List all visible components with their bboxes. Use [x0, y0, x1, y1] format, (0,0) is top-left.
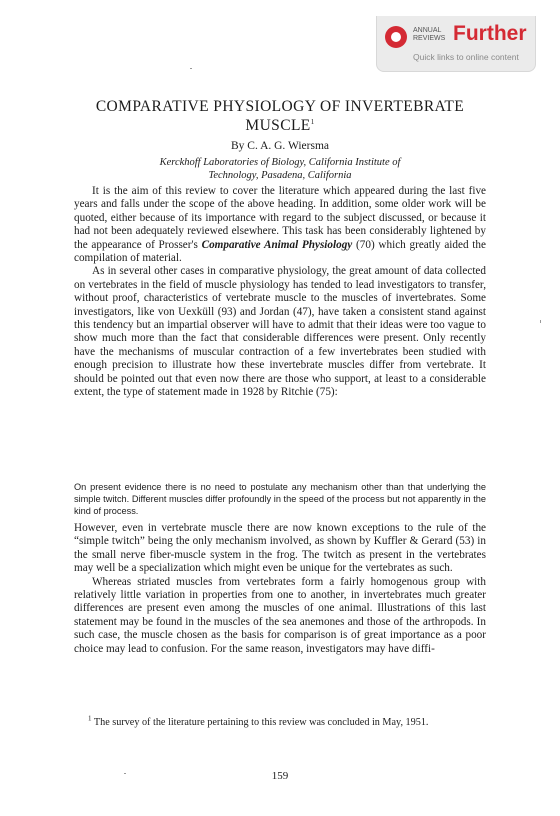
banner-quick-links[interactable]: Quick links to online content: [413, 52, 519, 62]
annual-reviews-logo-icon: [385, 26, 407, 48]
title-footnote-marker: 1: [310, 117, 315, 126]
footnote-text: The survey of the literature pertaining to this review was concluded in May, 1951.: [93, 717, 429, 728]
paragraph-2: As in several other cases in comparative physiology, the great amount of data collected on vertebrates in the field of muscle physiology has tended to lead investigators to transfer, without proof, characteristics of vertebrate muscle to the muscles of invertebrates. Some investigators, like von Uexküll (93) and Jordan (47), have taken a consistent stand against this tendency but an impartial observer will have to admit that their ideas were too vague to show much more than the fact that considerable differences were present. Only recently have the mechanisms of muscular contraction of a few invertebrates been studied with enough precision to illustrate how these invertebrate muscles differ from vertebrate. It should be pointed out that even now there are those who support, at least to a considerable extent, the type of statement made in 1928 by Ritchie (75):: [74, 265, 486, 399]
article-title-text: COMPARATIVE PHYSIOLOGY OF INVERTEBRATE MUSCLE: [95, 98, 465, 134]
footnote: [74, 714, 486, 730]
banner-further-word: Further: [453, 22, 527, 45]
scan-speck: [124, 773, 126, 774]
paragraph-3: However, even in vertebrate muscle there are now known exceptions to the rule of the “simple twitch” being the only mechanism involved, as shown by Kuffler & Gerard (53) in the small nerve fiber-muscle system in the frog. The twitch as present in the vertebrates may well be a specialization which might even be unique for the vertebrates as such.: [74, 522, 486, 575]
scan-speck: [190, 68, 192, 69]
affiliation-line-1: Kerckhoff Laboratories of Biology, California Institute of: [159, 157, 401, 168]
block-quote: On present evidence there is no need to postulate any mechanism other than that underlying the simple twitch. Different muscles differ profoundly in the speed of the process but not apparently in the kind of process.: [74, 482, 486, 517]
author-affiliation: [60, 156, 500, 182]
annual-reviews-further-banner[interactable]: [376, 16, 536, 72]
intro-body: [74, 185, 486, 400]
author-byline: By C. A. G. Wiersma: [230, 140, 330, 152]
paragraph-1-end: (70) which greatly aided the compilation of material.: [74, 238, 486, 265]
book-title: Comparative Animal Physiology: [201, 238, 353, 251]
page-number: 159: [271, 770, 289, 782]
affiliation-line-2: Technology, Pasadena, California: [208, 170, 352, 181]
paragraph-4: Whereas striated muscles from vertebrates form a fairly homogenous group with relatively little variation in properties from one to another, in invertebrates much greater differences are present even among the muscles of one animal. Illustrations of this last statement may be found in the muscles of the sea anemones and those of the arthropods. In such case, the muscle chosen as the basis for comparison is of great importance as a poor choice may lead to confusion. For the same reason, investigators may have diffi-: [74, 575, 486, 655]
banner-brand-bottom: REVIEWS: [413, 35, 446, 42]
paragraph-1: [74, 185, 486, 265]
scan-speck: [540, 320, 541, 323]
banner-brand-top: ANNUAL: [413, 27, 442, 34]
paragraph-1-start: It is the aim of this review to cover the literature which appeared during the last five years and falls under the scope of the above heading. In addition, some older work will be quoted, either because of its importance with regard to the subject discussed, or because it had not been adequately reviewed elsewhere. This task has been considerably lightened by the appearance of Prosser's: [74, 185, 486, 251]
main-body: [74, 522, 486, 656]
footnote-marker: 1: [88, 714, 92, 723]
article-title: [60, 97, 500, 135]
banner-brand: [413, 27, 449, 43]
